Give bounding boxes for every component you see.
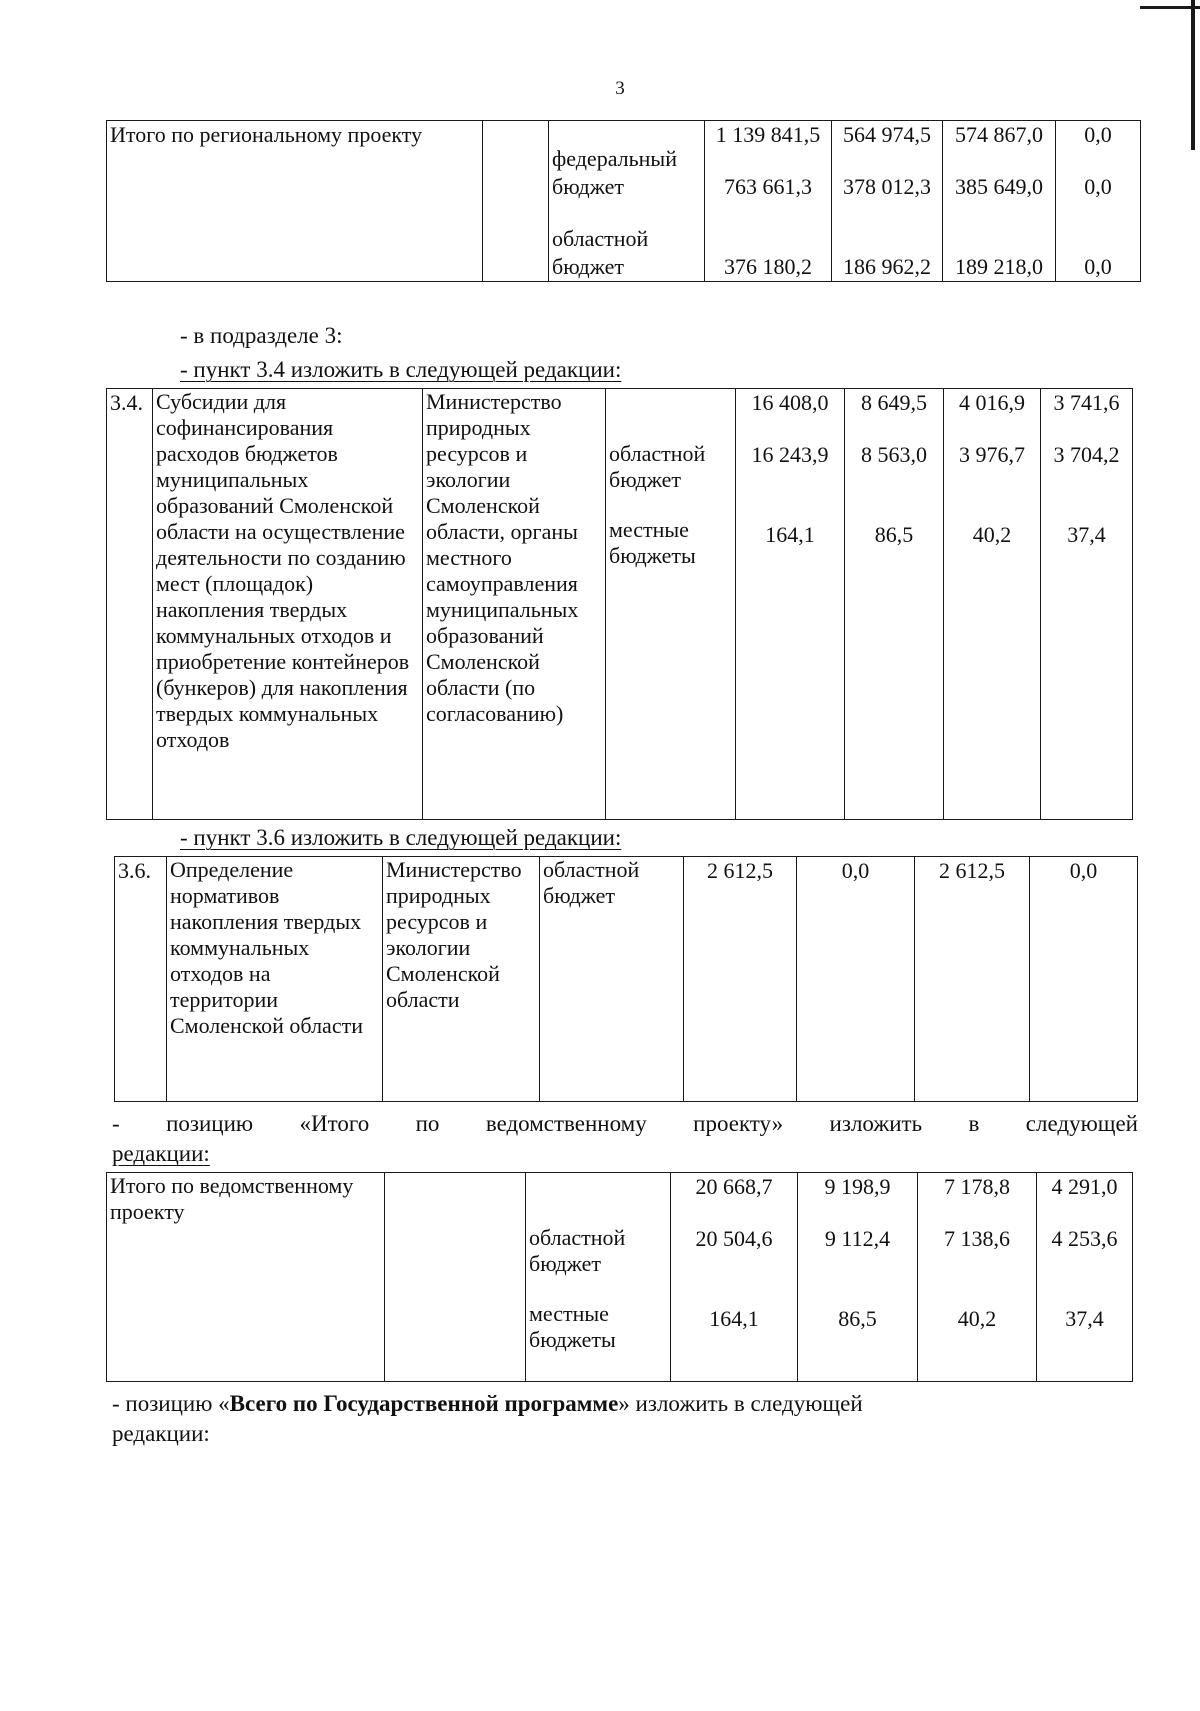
item-3-4-table: [106, 388, 1133, 820]
item-3-4-text: - пункт 3.4 изложить в следующей редакции:: [180, 357, 622, 382]
source-label: областной бюджет: [609, 441, 706, 492]
source-label: федеральный бюджет: [552, 146, 677, 199]
item-executor: Министерство природных ресурсов и экологии Смоленской области, органы местного самоуправления муниципальных образований Смоленской области (по согласованию): [423, 389, 606, 820]
subsection-3-text: - в подразделе 3:: [180, 323, 343, 348]
empty-cell: [385, 1173, 526, 1382]
year3-column: [1041, 389, 1133, 820]
value: 4 016,9: [959, 390, 1025, 415]
value: 37,4: [1067, 522, 1106, 547]
source-label: местные бюджеты: [609, 517, 696, 568]
year2-column: [918, 1173, 1037, 1382]
value: 0,0: [797, 857, 915, 1102]
value: 0,0: [1084, 174, 1112, 199]
value: 189 218,0: [955, 254, 1043, 279]
year3-column: [1056, 121, 1141, 282]
source-label: [529, 1173, 670, 1225]
source-cell: [526, 1173, 671, 1382]
value: 9 198,9: [824, 1174, 891, 1199]
value: 763 661,3: [724, 174, 812, 199]
value: 574 867,0: [955, 122, 1043, 147]
source-label: областной бюджет: [552, 226, 649, 279]
value: 4 291,0: [1051, 1174, 1118, 1199]
value: 8 649,5: [861, 390, 927, 415]
value: 0,0: [1084, 254, 1112, 279]
regional-total-label: Итого по региональному проекту: [107, 121, 483, 282]
total-column: [705, 121, 832, 282]
item-3-6-table: [114, 856, 1138, 1102]
position-total-text-line1: - позицию «Всего по Государственной программе» изложить в следующей: [112, 1391, 863, 1416]
source-label: областной бюджет: [540, 857, 684, 1102]
item-executor: Министерство природных ресурсов и экологии Смоленской области: [383, 857, 540, 1102]
source-cell: [606, 389, 736, 820]
value: 20 668,7: [695, 1174, 773, 1199]
total-column: [671, 1173, 798, 1382]
value: 164,1: [709, 1306, 759, 1331]
departmental-total-label: Итого по ведомственному проекту: [107, 1173, 385, 1382]
year1-column: [798, 1173, 918, 1382]
value: 3 704,2: [1053, 442, 1120, 467]
value: 16 408,0: [751, 390, 829, 415]
empty-cell: [483, 121, 549, 282]
page-edge-corner: [1140, 6, 1200, 9]
value: 378 012,3: [843, 174, 931, 199]
program-name-bold: Всего по Государственной программе: [229, 1391, 619, 1416]
value: 40,2: [972, 522, 1012, 547]
value: 3 976,7: [959, 442, 1025, 467]
value: 2 612,5: [915, 857, 1030, 1102]
total-column: [736, 389, 845, 820]
page-edge-line: [1191, 0, 1195, 150]
regional-project-total-table: [106, 120, 1141, 282]
value: 7 138,6: [944, 1226, 1010, 1251]
item-name: Субсидии для софинансирования расходов бюджетов муниципальных образований Смоленской области на осуществление деятельности по созданию мест (площадок) накопления твердых коммунальных отходов и приобретение контейнеров (бункеров) для накопления твердых коммунальных отходов: [153, 389, 423, 820]
value: 164,1: [765, 522, 815, 547]
item-number: 3.4.: [107, 389, 153, 820]
position-dept-text-line2: редакции:: [112, 1141, 210, 1166]
value: 16 243,9: [751, 442, 829, 467]
value: 0,0: [1030, 857, 1138, 1102]
value: 564 974,5: [843, 122, 931, 147]
value: 37,4: [1065, 1306, 1104, 1331]
year1-column: [845, 389, 944, 820]
value: 40,2: [957, 1306, 997, 1331]
position-total-text-line2: редакции:: [112, 1421, 210, 1446]
value: 20 504,6: [695, 1226, 773, 1251]
page-number: 3: [615, 78, 625, 99]
departmental-project-total-table: [106, 1172, 1133, 1382]
item-3-6-text: - пункт 3.6 изложить в следующей редакции:: [180, 825, 622, 850]
year2-column: [943, 121, 1056, 282]
value: 186 962,2: [843, 254, 931, 279]
value: 9 112,4: [824, 1226, 891, 1251]
source-label: местные бюджеты: [529, 1301, 616, 1352]
year3-column: [1037, 1173, 1133, 1382]
source-label: [609, 389, 735, 441]
value: 376 180,2: [724, 254, 812, 279]
value: 1 139 841,5: [715, 122, 821, 147]
item-name: Определение нормативов накопления твердых коммунальных отходов на территории Смоленской области: [167, 857, 383, 1102]
value: 4 253,6: [1051, 1226, 1118, 1251]
value: 3 741,6: [1053, 390, 1120, 415]
value: 7 178,8: [944, 1174, 1010, 1199]
year1-column: [832, 121, 943, 282]
value: 0,0: [1084, 122, 1112, 147]
source-cell: [549, 121, 705, 282]
value: 86,5: [838, 1306, 877, 1331]
value: 86,5: [874, 522, 914, 547]
year2-column: [944, 389, 1041, 820]
value: 385 649,0: [955, 174, 1043, 199]
value: 2 612,5: [684, 857, 797, 1102]
source-label: областной бюджет: [529, 1225, 626, 1276]
value: 8 563,0: [861, 442, 927, 467]
item-number: 3.6.: [115, 857, 167, 1102]
position-dept-text-line1: - позицию «Итого по ведомственному проекту» изложить в следующей: [112, 1111, 1138, 1136]
